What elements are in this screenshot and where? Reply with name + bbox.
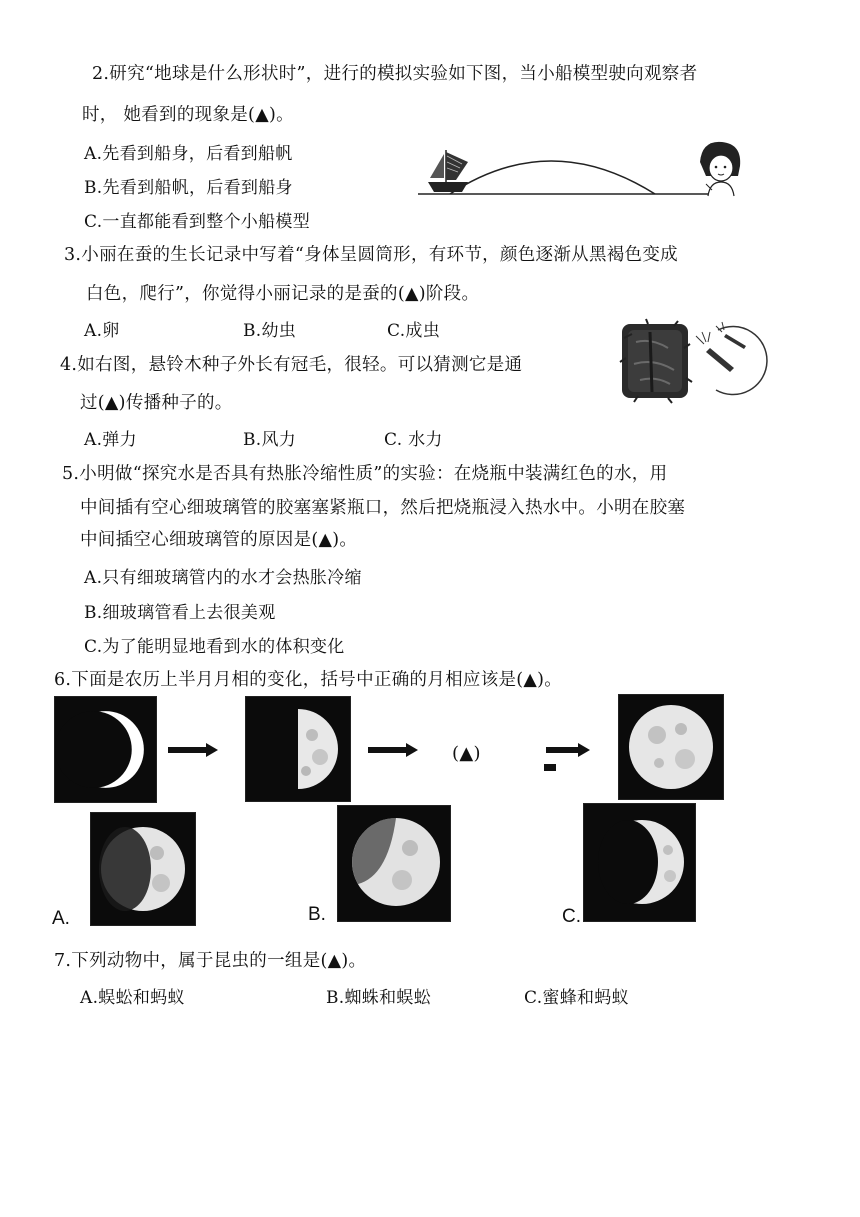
q6-letter-c: C.	[562, 906, 581, 927]
arrow-right-icon	[168, 742, 218, 758]
q6-letter-b: B.	[308, 904, 326, 925]
q6-blank: (▲)	[452, 743, 481, 764]
q3-option-c: C.成虫	[387, 321, 441, 341]
moon-option-b-image	[337, 805, 451, 922]
q7-option-c: C.蜜蜂和蚂蚁	[524, 988, 629, 1008]
q6-letter-a: A.	[52, 908, 70, 929]
moon-option-c-image	[583, 803, 696, 922]
boat-icon	[428, 150, 468, 192]
q4-option-b: B.风力	[243, 430, 297, 450]
q5-option-b: B.细玻璃管看上去很美观	[84, 603, 276, 623]
q7-stem-line1: 7.下列动物中，属于昆虫的一组是(▲)。	[54, 951, 367, 971]
q4-stem-line2: 过(▲)传播种子的。	[80, 393, 233, 413]
moon-option-a-image	[90, 812, 196, 926]
q3-stem-line1: 3.小丽在蚕的生长记录中写着“身体呈圆筒形，有环节，颜色逐渐从黑褐色变成	[64, 245, 678, 265]
arrow-right-icon	[368, 742, 418, 758]
q5-stem-line2: 中间插有空心细玻璃管的胶塞塞紧瓶口，然后把烧瓶浸入热水中。小明在胶塞	[80, 498, 686, 518]
plane-tree-seed-figure	[618, 318, 768, 404]
q2-option-c: C.一直都能看到整个小船模型	[84, 212, 311, 232]
q2-option-b: B.先看到船帆，后看到船身	[84, 178, 293, 198]
earth-curve-boat-figure	[410, 138, 750, 202]
arrow-right-icon	[540, 742, 590, 774]
moon-crescent-image	[54, 696, 157, 803]
q6-stem-line1: 6.下面是农历上半月月相的变化，括号中正确的月相应该是(▲)。	[54, 670, 563, 690]
q3-stem-line2: 白色，爬行”，你觉得小丽记录的是蚕的(▲)阶段。	[86, 284, 480, 304]
q3-option-b: B.幼虫	[243, 321, 297, 341]
q5-stem-line3: 中间插空心细玻璃管的原因是(▲)。	[80, 530, 358, 550]
moon-first-quarter-image	[245, 696, 351, 802]
q7-option-a: A.蜈蚣和蚂蚁	[80, 988, 185, 1008]
q2-option-a: A.先看到船身，后看到船帆	[84, 144, 293, 164]
q5-option-c: C.为了能明显地看到水的体积变化	[84, 637, 345, 657]
q4-option-c: C. 水力	[384, 430, 443, 450]
q2-stem-line2: 时， 她看到的现象是(▲)。	[82, 105, 294, 125]
q2-stem-line1: 2.研究“地球是什么形状时”，进行的模拟实验如下图，当小船模型驶向观察者	[92, 64, 698, 84]
q5-option-a: A.只有细玻璃管内的水才会热胀冷缩	[84, 568, 362, 588]
q4-option-a: A.弹力	[84, 430, 137, 450]
q4-stem-line1: 4.如右图，悬铃木种子外长有冠毛，很轻。可以猜测它是通	[60, 355, 523, 375]
girl-observer-icon	[700, 142, 740, 196]
q3-option-a: A.卵	[84, 321, 120, 341]
q7-option-b: B.蜘蛛和蜈蚣	[326, 988, 431, 1008]
seed-closeup-icon	[696, 322, 767, 395]
seed-ball-icon	[620, 319, 692, 403]
q5-stem-line1: 5.小明做“探究水是否具有热胀冷缩性质”的实验：在烧瓶中装满红色的水，用	[62, 464, 668, 484]
moon-full-image	[618, 694, 724, 800]
